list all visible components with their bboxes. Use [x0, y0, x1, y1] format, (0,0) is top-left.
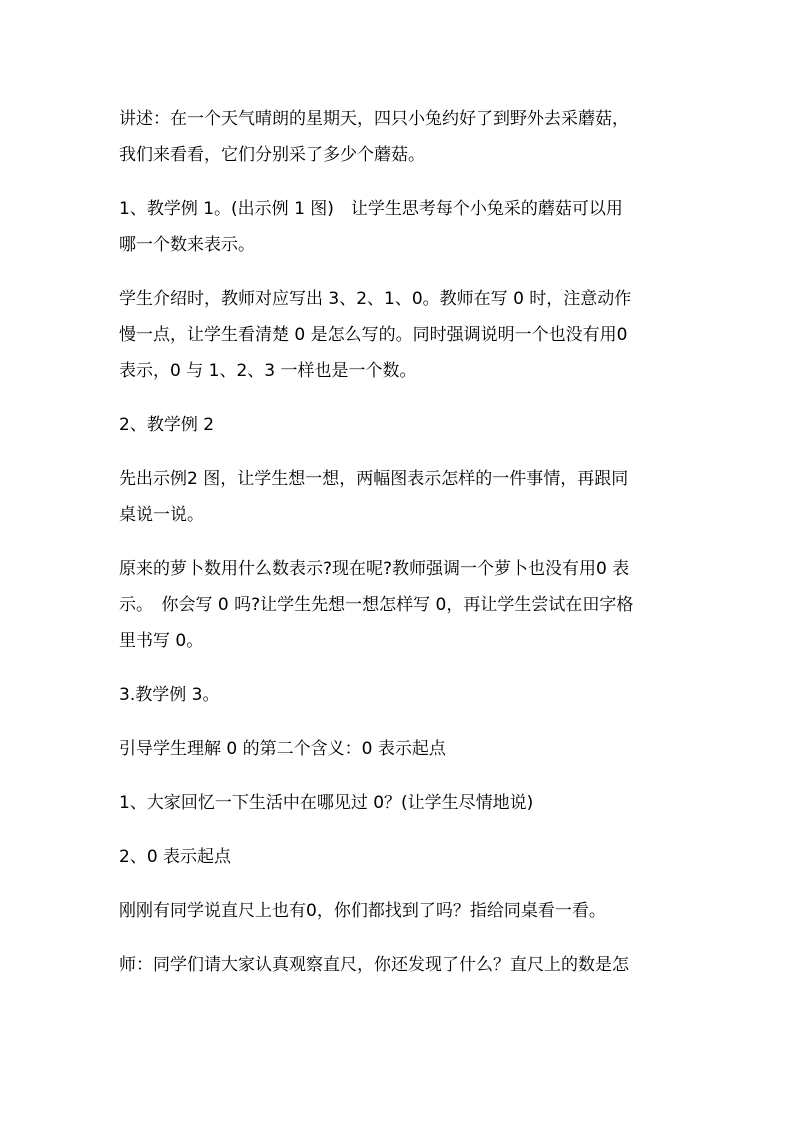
text-line: 慢一点，让学生看清楚 0 是怎么写的。同时强调说明一个也没有用0	[119, 325, 628, 345]
text-line: 我们来看看，它们分别采了多少个蘑菇。	[119, 145, 425, 165]
text-line: 2、0 表示起点	[119, 847, 232, 867]
paragraph	[119, 947, 689, 983]
text-line: 桌说一说。	[119, 505, 204, 525]
text-line: 师：同学们请大家认真观察直尺，你还发现了什么？直尺上的数是怎	[119, 955, 629, 975]
paragraph	[119, 731, 689, 767]
paragraph	[119, 893, 689, 929]
paragraph	[119, 551, 689, 659]
text-line: 刚刚有同学说直尺上也有0，你们都找到了吗？指给同桌看一看。	[119, 901, 606, 921]
paragraph	[119, 677, 689, 713]
text-line: 原来的萝卜数用什么数表示?现在呢?教师强调一个萝卜也没有用0 表	[119, 559, 630, 579]
text-line: 2、教学例 2	[119, 415, 215, 435]
paragraph	[119, 281, 689, 389]
paragraph	[119, 839, 689, 875]
paragraph	[119, 407, 689, 443]
text-line: 1、大家回忆一下生活中在哪见过 0？(让学生尽情地说)	[119, 793, 534, 813]
paragraph	[119, 785, 689, 821]
text-line: 里书写 0。	[119, 631, 204, 651]
text-line: 先出示例2 图，让学生想一想，两幅图表示怎样的一件事情，再跟同	[119, 469, 629, 489]
text-line: 1、教学例 1。(出示例 1 图) 让学生思考每个小兔采的蘑菇可以用	[119, 199, 623, 219]
paragraph	[119, 191, 689, 263]
text-line: 引导学生理解 0 的第二个含义：0 表示起点	[119, 739, 446, 759]
paragraph	[119, 461, 689, 533]
text-line: 表示，0 与 1、2、3 一样也是一个数。	[119, 361, 417, 381]
paragraph	[119, 101, 689, 173]
document-body	[119, 101, 689, 1001]
text-line: 3.教学例 3。	[119, 685, 220, 705]
text-line: 哪一个数来表示。	[119, 235, 255, 255]
text-line: 讲述：在一个天气晴朗的星期天，四只小兔约好了到野外去采蘑菇，	[119, 109, 629, 129]
text-line: 学生介绍时，教师对应写出 3、2、1、0。教师在写 0 时，注意动作	[119, 289, 632, 309]
text-line: 示。 你会写 0 吗?让学生先想一想怎样写 0，再让学生尝试在田字格	[119, 595, 634, 615]
